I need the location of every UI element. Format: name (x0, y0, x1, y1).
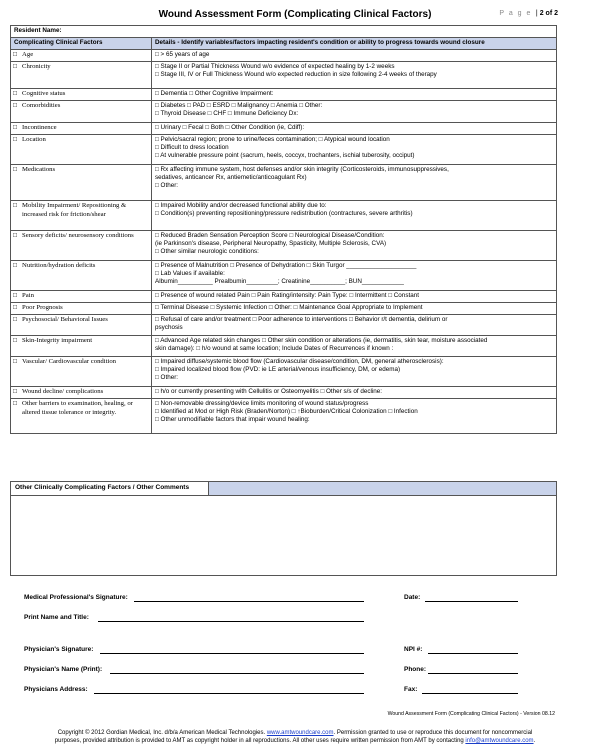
other-comments-header (11, 482, 556, 496)
factor-row (11, 261, 557, 291)
page-word: P a g e (499, 10, 532, 17)
factor-checkbox[interactable]: □ (13, 232, 18, 239)
factor-checkbox[interactable]: □ (13, 388, 18, 395)
factor-checkbox[interactable]: □ (13, 102, 18, 109)
detail-option[interactable]: □ Lab Values if available: (155, 270, 225, 278)
factor-row (11, 231, 557, 261)
detail-option[interactable]: □ Difficult to dress location (155, 144, 229, 152)
details-cell (152, 89, 557, 101)
factor-cell (11, 89, 152, 101)
other-comments-textarea[interactable] (11, 496, 556, 575)
detail-option[interactable]: □ Rx affecting immune system, host defenses and/or skin integrity (Corticosteroids, immunosuppressives, (155, 166, 449, 173)
details-cell (152, 303, 557, 315)
factor-row (11, 315, 557, 336)
assessment-table (10, 25, 557, 434)
detail-option[interactable]: □ Refusal of care and/or treatment □ Poor adherence to interventions □ Behavior r/t dementia, delirium or (155, 316, 448, 323)
copyright-text-2: . Permission granted to use or reproduce this document for noncommercial (333, 730, 533, 736)
factor-checkbox[interactable]: □ (13, 262, 18, 269)
details-cell (152, 291, 557, 303)
detail-option[interactable]: psychosis (155, 324, 183, 332)
factor-checkbox[interactable]: □ (13, 136, 18, 143)
factor-label: Location (22, 136, 46, 143)
factor-label: Chronicity (22, 63, 51, 70)
factor-row (11, 123, 557, 135)
phone-field[interactable] (428, 672, 518, 674)
factor-checkbox[interactable]: □ (13, 292, 18, 299)
page-number: 2 of 2 (539, 10, 558, 17)
detail-option[interactable]: □ Diabetes □ PAD □ ESRD □ Malignancy □ Anemia □ Other: (155, 102, 323, 109)
npi-label: NPI #: (404, 646, 423, 653)
factor-cell (11, 165, 152, 201)
other-comments-header-fill (209, 482, 556, 496)
medical-signature-field[interactable] (134, 600, 364, 602)
page-separator: | (535, 10, 538, 17)
factor-row (11, 89, 557, 101)
factor-checkbox[interactable]: □ (13, 90, 18, 97)
factor-label: Other barriers to examination, healing, or altered tissue tolerance or integrity. (22, 400, 133, 416)
npi-field[interactable] (428, 652, 518, 654)
other-comments-section (10, 481, 557, 576)
factor-cell (11, 201, 152, 231)
detail-option[interactable]: □ Presence of wound related Pain □ Pain Rating/intensity: Pain Type: □ Intermittent □ Constant (155, 292, 419, 299)
detail-option[interactable]: □ Dementia □ Other Cognitive Impairment: (155, 90, 274, 97)
detail-option[interactable]: □ Impaired diffuse/systemic blood flow (Cardiovascular disease/condition, DM, general atherosclerosis): (155, 358, 444, 365)
details-cell (152, 101, 557, 123)
physician-address-field[interactable] (94, 692, 364, 694)
medical-signature-label: Medical Professional's Signature: (24, 594, 128, 601)
factor-cell (11, 336, 152, 357)
details-cell (152, 165, 557, 201)
fax-field[interactable] (422, 692, 518, 694)
factor-row (11, 399, 557, 434)
detail-option[interactable]: □ h/o or currently presenting with Cellulitis or Osteomyelitis □ Other s/s of decline: (155, 388, 383, 395)
copyright-text-3: purposes, provided attribution is provided to AMT as copyright holder in all reproductions. All other uses require written permission from AMT by contacting (54, 738, 466, 745)
factor-row (11, 201, 557, 231)
detail-option[interactable]: □ Pelvic/sacral region; prone to urine/feces contamination; □ Atypical wound location (155, 136, 390, 143)
factor-label: Age (22, 51, 34, 58)
detail-option[interactable]: □ Other unmodifiable factors that impair wound healing: (155, 416, 310, 424)
factor-label: Nutrition/hydration deficits (22, 262, 96, 269)
factor-cell (11, 231, 152, 261)
detail-option[interactable]: □ Impaired Mobility and/or decreased functional ability due to: (155, 202, 327, 209)
factor-row (11, 135, 557, 165)
date-field[interactable] (425, 600, 518, 602)
factor-label: Psychosocial/ Behavioral Issues (22, 316, 108, 323)
factor-checkbox[interactable]: □ (13, 63, 18, 70)
factor-row (11, 303, 557, 315)
factor-cell (11, 261, 152, 291)
detail-option[interactable]: Albumin__________ Prealbumin_________; Creatinine__________; BUN____________ (155, 278, 404, 286)
detail-option[interactable]: □ Other: (155, 182, 179, 190)
physician-address-label: Physicians Address: (24, 686, 88, 693)
factor-label: Sensory deficits/ neurosensory conditions (22, 232, 134, 239)
factor-cell (11, 315, 152, 336)
factor-checkbox[interactable]: □ (13, 166, 18, 173)
details-cell (152, 62, 557, 89)
details-cell (152, 201, 557, 231)
print-name-field[interactable] (98, 620, 364, 622)
detail-option[interactable]: □ Stage III, IV or Full Thickness Wound w/o expected reduction in size following 2-4 weeks of therapy (155, 71, 437, 79)
copyright-text-4: . (533, 738, 536, 745)
physician-signature-label: Physician's Signature: (24, 646, 94, 653)
physician-signature-field[interactable] (100, 652, 364, 654)
details-cell (152, 123, 557, 135)
details-cell (152, 387, 557, 399)
resident-name-label: Resident Name: (14, 27, 62, 34)
factor-cell (11, 123, 152, 135)
resident-name-row (11, 26, 557, 38)
form-version: Wound Assessment Form (Complicating Clinical Factors) - Version 08.12 (387, 711, 555, 717)
factor-row (11, 387, 557, 399)
other-comments-label: Other Clinically Complicating Factors / Other Comments (11, 482, 209, 496)
factor-checkbox[interactable]: □ (13, 400, 18, 407)
detail-option[interactable]: □ Presence of Malnutrition □ Presence of Dehydration □ Skin Turgor ____________________ (155, 262, 417, 269)
factor-label: Vascular/ Cardiovascular condition (22, 358, 117, 365)
detail-option[interactable]: □ Non-removable dressing/device limits monitoring of wound status/progress (155, 400, 369, 407)
factor-cell (11, 101, 152, 123)
website-link[interactable]: www.amtwoundcare.com (266, 730, 334, 736)
detail-option[interactable]: □ Terminal Disease □ Systemic Infection □ Other: □ Maintenance Goal Appropriate to Implement (155, 304, 423, 311)
factor-label: Mobility Impairment/ Repositioning & increased risk for friction/shear (22, 202, 127, 218)
detail-option[interactable]: sedatives, anticancer Rx, antiemetic/anticoagulant Rx) (155, 174, 307, 182)
form-title: Wound Assessment Form (Complicating Clinical Factors) (158, 9, 432, 20)
detail-option[interactable]: □ Stage II or Partial Thickness Wound w/o evidence of expected healing by 1-2 weeks (155, 63, 395, 70)
detail-option[interactable]: □ Thyroid Disease □ CHF □ Immune Deficiency Dx: (155, 110, 299, 118)
factor-cell (11, 399, 152, 434)
factor-cell (11, 291, 152, 303)
factor-checkbox[interactable]: □ (13, 124, 18, 131)
factor-label: Comorbidities (22, 102, 61, 109)
page-indicator (499, 10, 558, 17)
factor-cell (11, 387, 152, 399)
factor-label: Incontinence (22, 124, 57, 131)
detail-option[interactable]: □ Advanced Age related skin changes □ Other skin condition or alterations (ie, dermatitis, skin tear, moisture associated (155, 337, 488, 344)
factor-checkbox[interactable]: □ (13, 202, 18, 209)
factor-checkbox[interactable]: □ (13, 316, 18, 323)
details-cell (152, 357, 557, 387)
detail-option[interactable]: □ Identified at Mod or High Risk (Braden/Norton) □ ↑Bioburden/Critical Colonization □ Infection (155, 408, 418, 416)
details-column-header: Details - Identify variables/factors impacting resident's condition or ability to progress towards wound closure (152, 38, 557, 50)
table-header-row (11, 38, 557, 50)
detail-option[interactable]: □ Other similar neurologic conditions: (155, 248, 259, 256)
details-cell (152, 50, 557, 62)
date-label: Date: (404, 594, 421, 601)
factor-cell (11, 135, 152, 165)
factor-label: Skin-Integrity impairment (22, 337, 93, 344)
factor-checkbox[interactable]: □ (13, 358, 18, 365)
factor-label: Cognitive status (22, 90, 66, 97)
detail-option[interactable]: □ Impaired localized blood flow (PVD: ie LE arterial/venous insufficiency, DM, or edema) (155, 366, 401, 374)
factor-label: Poor Prognosis (22, 304, 63, 311)
factor-cell (11, 62, 152, 89)
physician-name-field[interactable] (110, 672, 364, 674)
factor-cell (11, 303, 152, 315)
detail-option[interactable]: □ > 65 years of age (155, 51, 210, 58)
detail-option[interactable]: □ Condition(s) preventing repositioning/pressure redistribution (contractures, severe arthritis) (155, 210, 413, 218)
resident-name-field[interactable] (11, 26, 557, 38)
detail-option[interactable]: □ Urinary □ Fecal □ Both □ Other Condition (ie, Cdiff): (155, 124, 305, 131)
factor-row (11, 101, 557, 123)
factor-checkbox[interactable]: □ (13, 51, 18, 58)
print-name-label: Print Name and Title: (24, 614, 89, 621)
factor-row (11, 291, 557, 303)
details-cell (152, 399, 557, 434)
factor-label: Wound decline/ complications (22, 388, 104, 395)
factor-row (11, 165, 557, 201)
email-link[interactable]: info@amtwoundcare.com (465, 738, 534, 745)
factor-row (11, 336, 557, 357)
factor-cell (11, 357, 152, 387)
factor-checkbox[interactable]: □ (13, 304, 18, 311)
details-cell (152, 336, 557, 357)
fax-label: Fax: (404, 686, 418, 693)
physician-name-label: Physician's Name (Print): (24, 666, 103, 673)
detail-option[interactable]: □ At vulnerable pressure point (sacrum, heels, coccyx, trochanters, ischial tuberosity, occiput) (155, 152, 415, 160)
factor-checkbox[interactable]: □ (13, 337, 18, 344)
factor-row (11, 357, 557, 387)
detail-option[interactable]: (ie Parkinson's disease, Peripheral Neuropathy, Spasticity, Multiple Sclerosis, CVA) (155, 240, 387, 248)
copyright-text-1: Copyright © 2012 Gordian Medical, Inc. d/b/a American Medical Technologies. (57, 730, 267, 736)
factor-row (11, 50, 557, 62)
details-cell (152, 261, 557, 291)
detail-option[interactable]: □ Other: (155, 374, 179, 382)
factor-label: Pain (22, 292, 34, 299)
phone-label: Phone: (404, 666, 427, 673)
factor-row (11, 62, 557, 89)
detail-option[interactable]: skin damage): □ h/o wound at same location; Include Dates of Recurrences if known : (155, 345, 394, 353)
detail-option[interactable]: □ Reduced Braden Sensation Perception Score □ Neurological Disease/Condition: (155, 232, 385, 239)
details-cell (152, 315, 557, 336)
factors-column-header: Complicating Clinical Factors (11, 38, 152, 50)
details-cell (152, 135, 557, 165)
factor-cell (11, 50, 152, 62)
factor-label: Medications (22, 166, 56, 173)
copyright-notice (0, 729, 590, 745)
details-cell (152, 231, 557, 261)
